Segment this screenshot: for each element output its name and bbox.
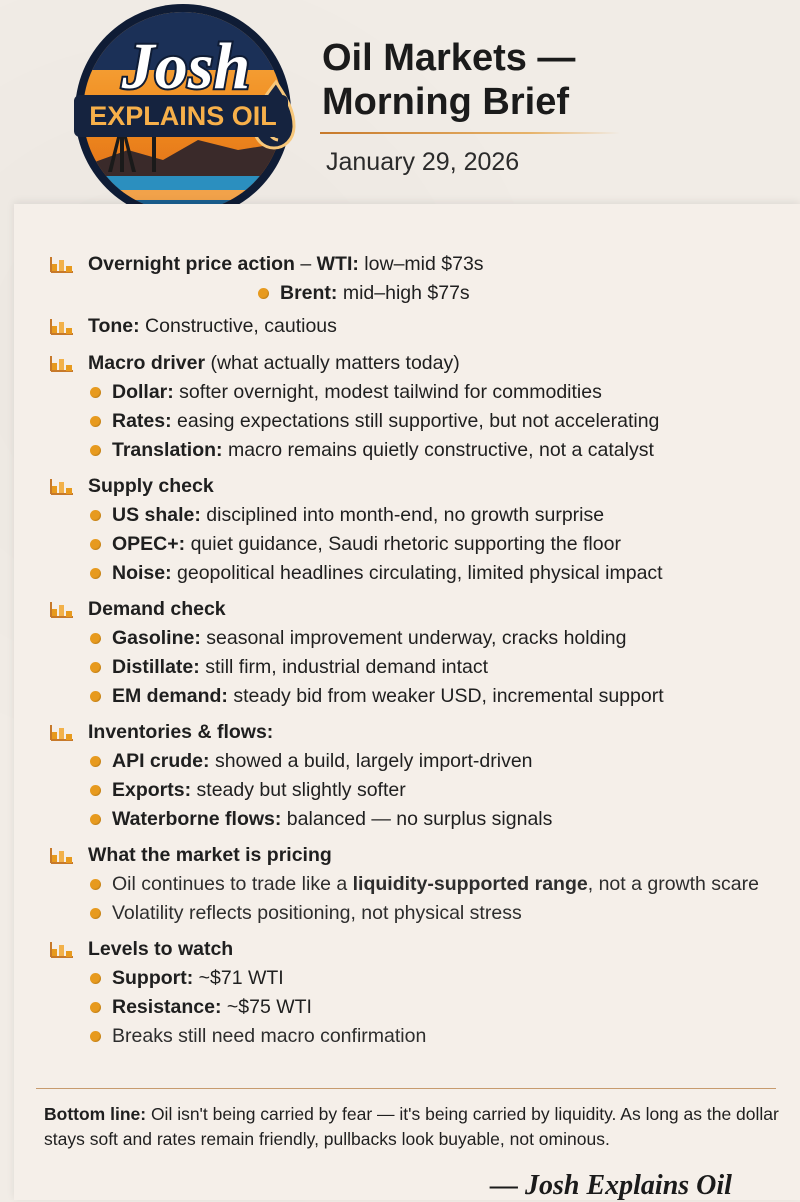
section-macro-driver bbox=[50, 349, 800, 463]
chart-bars-icon bbox=[50, 723, 74, 741]
list-item bbox=[90, 626, 800, 651]
list-item bbox=[90, 380, 800, 405]
brent-item bbox=[50, 281, 800, 306]
item-label: US shale: bbox=[112, 504, 201, 526]
bullet-icon bbox=[90, 568, 101, 579]
item-text: disciplined into month-end, no growth surprise bbox=[200, 504, 605, 526]
item-label: Dollar: bbox=[112, 381, 174, 403]
wti-value: low–mid $73s bbox=[358, 252, 484, 275]
price-action-label: Overnight price action bbox=[88, 252, 295, 275]
bullet-icon bbox=[90, 445, 101, 456]
item-text: , not a growth scare bbox=[587, 873, 759, 895]
list-item bbox=[90, 532, 800, 557]
bullet-icon bbox=[90, 785, 101, 796]
demand-label: Demand check bbox=[88, 597, 226, 620]
brief-content bbox=[50, 250, 800, 1058]
brent-label: Brent: bbox=[280, 282, 338, 304]
bullet-icon bbox=[90, 814, 101, 825]
bullet-icon bbox=[90, 633, 101, 644]
list-item bbox=[90, 807, 800, 832]
list-item bbox=[90, 409, 800, 434]
chart-bars-icon bbox=[50, 600, 74, 618]
josh-explains-oil-logo bbox=[48, 0, 318, 230]
item-text: still firm, industrial demand intact bbox=[199, 656, 489, 678]
bullet-icon bbox=[90, 973, 101, 984]
bottom-divider bbox=[36, 1088, 776, 1089]
list-item bbox=[90, 872, 800, 897]
item-label: API crude: bbox=[112, 750, 210, 772]
resistance-label: Resistance: bbox=[112, 996, 222, 1018]
list-item bbox=[90, 1024, 800, 1049]
item-text: steady bid from weaker USD, incremental support bbox=[227, 685, 664, 707]
item-label: Exports: bbox=[112, 779, 192, 801]
bullet-icon bbox=[90, 908, 101, 919]
price-sep: – bbox=[294, 252, 317, 275]
page-title bbox=[322, 36, 575, 124]
pricing-label: What the market is pricing bbox=[88, 843, 332, 866]
item-text: geopolitical headlines circulating, limited physical impact bbox=[171, 562, 663, 584]
chart-bars-icon bbox=[50, 255, 74, 273]
section-tone bbox=[50, 312, 800, 340]
item-text: seasonal improvement underway, cracks holding bbox=[200, 627, 627, 649]
item-text: macro remains quietly constructive, not a catalyst bbox=[222, 439, 654, 461]
bullet-icon bbox=[90, 416, 101, 427]
bullet-icon bbox=[90, 879, 101, 890]
item-text: easing expectations still supportive, but not accelerating bbox=[171, 410, 660, 432]
item-label: Rates: bbox=[112, 410, 172, 432]
list-item bbox=[90, 995, 800, 1020]
logo-title: Josh bbox=[121, 30, 251, 103]
section-demand-check bbox=[50, 595, 800, 709]
list-item bbox=[90, 655, 800, 680]
item-label: Noise: bbox=[112, 562, 172, 584]
supply-label: Supply check bbox=[88, 474, 214, 497]
support-label: Support: bbox=[112, 967, 194, 989]
bullet-icon bbox=[258, 288, 269, 299]
list-item bbox=[90, 966, 800, 991]
item-label: Distillate: bbox=[112, 656, 200, 678]
item-text: steady but slightly softer bbox=[191, 779, 406, 801]
macro-label: Macro driver bbox=[88, 351, 206, 374]
item-text: softer overnight, modest tailwind for commodities bbox=[173, 381, 602, 403]
chart-bars-icon bbox=[50, 940, 74, 958]
item-label: OPEC+: bbox=[112, 533, 186, 555]
levels-label: Levels to watch bbox=[88, 937, 234, 960]
bullet-icon bbox=[90, 1031, 101, 1042]
tone-value: Constructive, cautious bbox=[139, 314, 337, 337]
item-emphasis: liquidity-supported range bbox=[352, 873, 588, 895]
section-levels-to-watch bbox=[50, 935, 800, 1049]
item-text: Oil continues to trade like a bbox=[112, 873, 353, 895]
logo-subtitle: EXPLAINS OIL bbox=[89, 101, 277, 131]
bottom-line bbox=[44, 1102, 789, 1151]
bullet-icon bbox=[90, 662, 101, 673]
list-item bbox=[90, 561, 800, 586]
section-market-pricing bbox=[50, 841, 800, 926]
bullet-icon bbox=[90, 510, 101, 521]
title-line-1: Oil Markets — bbox=[322, 37, 576, 79]
list-item bbox=[90, 749, 800, 774]
bullet-icon bbox=[90, 756, 101, 767]
item-text: Breaks still need macro confirmation bbox=[112, 1025, 427, 1047]
brent-value: mid–high $77s bbox=[337, 282, 470, 304]
chart-bars-icon bbox=[50, 846, 74, 864]
item-label: EM demand: bbox=[112, 685, 228, 707]
tone-label: Tone: bbox=[88, 314, 140, 337]
macro-note: (what actually matters today) bbox=[205, 351, 460, 374]
chart-bars-icon bbox=[50, 477, 74, 495]
item-text: quiet guidance, Saudi rhetoric supporting the floor bbox=[185, 533, 621, 555]
item-text: showed a build, largely import-driven bbox=[209, 750, 533, 772]
item-label: Gasoline: bbox=[112, 627, 201, 649]
item-label: Waterborne flows: bbox=[112, 808, 282, 830]
brief-date: January 29, 2026 bbox=[326, 148, 520, 176]
bullet-icon bbox=[90, 539, 101, 550]
bullet-icon bbox=[90, 387, 101, 398]
item-text: balanced — no surplus signals bbox=[281, 808, 553, 830]
title-line-2: Morning Brief bbox=[322, 81, 569, 123]
section-inventories-flows bbox=[50, 718, 800, 832]
bottom-line-text: Oil isn't being carried by fear — it's being carried by liquidity. As long as the dollar stays soft and rates remain friendly, pullbacks look buyable, not ominous. bbox=[44, 1104, 779, 1149]
chart-bars-icon bbox=[50, 354, 74, 372]
signature: — Josh Explains Oil bbox=[490, 1170, 732, 1201]
bullet-icon bbox=[90, 1002, 101, 1013]
bottom-line-label: Bottom line: bbox=[44, 1104, 147, 1124]
list-item bbox=[90, 901, 800, 926]
item-label: Translation: bbox=[112, 439, 223, 461]
section-price-action bbox=[50, 250, 800, 306]
inventories-label: Inventories & flows: bbox=[88, 720, 274, 743]
section-supply-check bbox=[50, 472, 800, 586]
wti-label: WTI: bbox=[316, 252, 359, 275]
bullet-icon bbox=[90, 691, 101, 702]
list-item bbox=[90, 684, 800, 709]
list-item bbox=[90, 503, 800, 528]
list-item bbox=[90, 438, 800, 463]
title-divider bbox=[320, 132, 620, 134]
resistance-value: ~$75 WTI bbox=[221, 996, 312, 1018]
list-item bbox=[90, 778, 800, 803]
item-text: Volatility reflects positioning, not physical stress bbox=[112, 902, 522, 924]
support-value: ~$71 WTI bbox=[193, 967, 284, 989]
chart-bars-icon bbox=[50, 317, 74, 335]
